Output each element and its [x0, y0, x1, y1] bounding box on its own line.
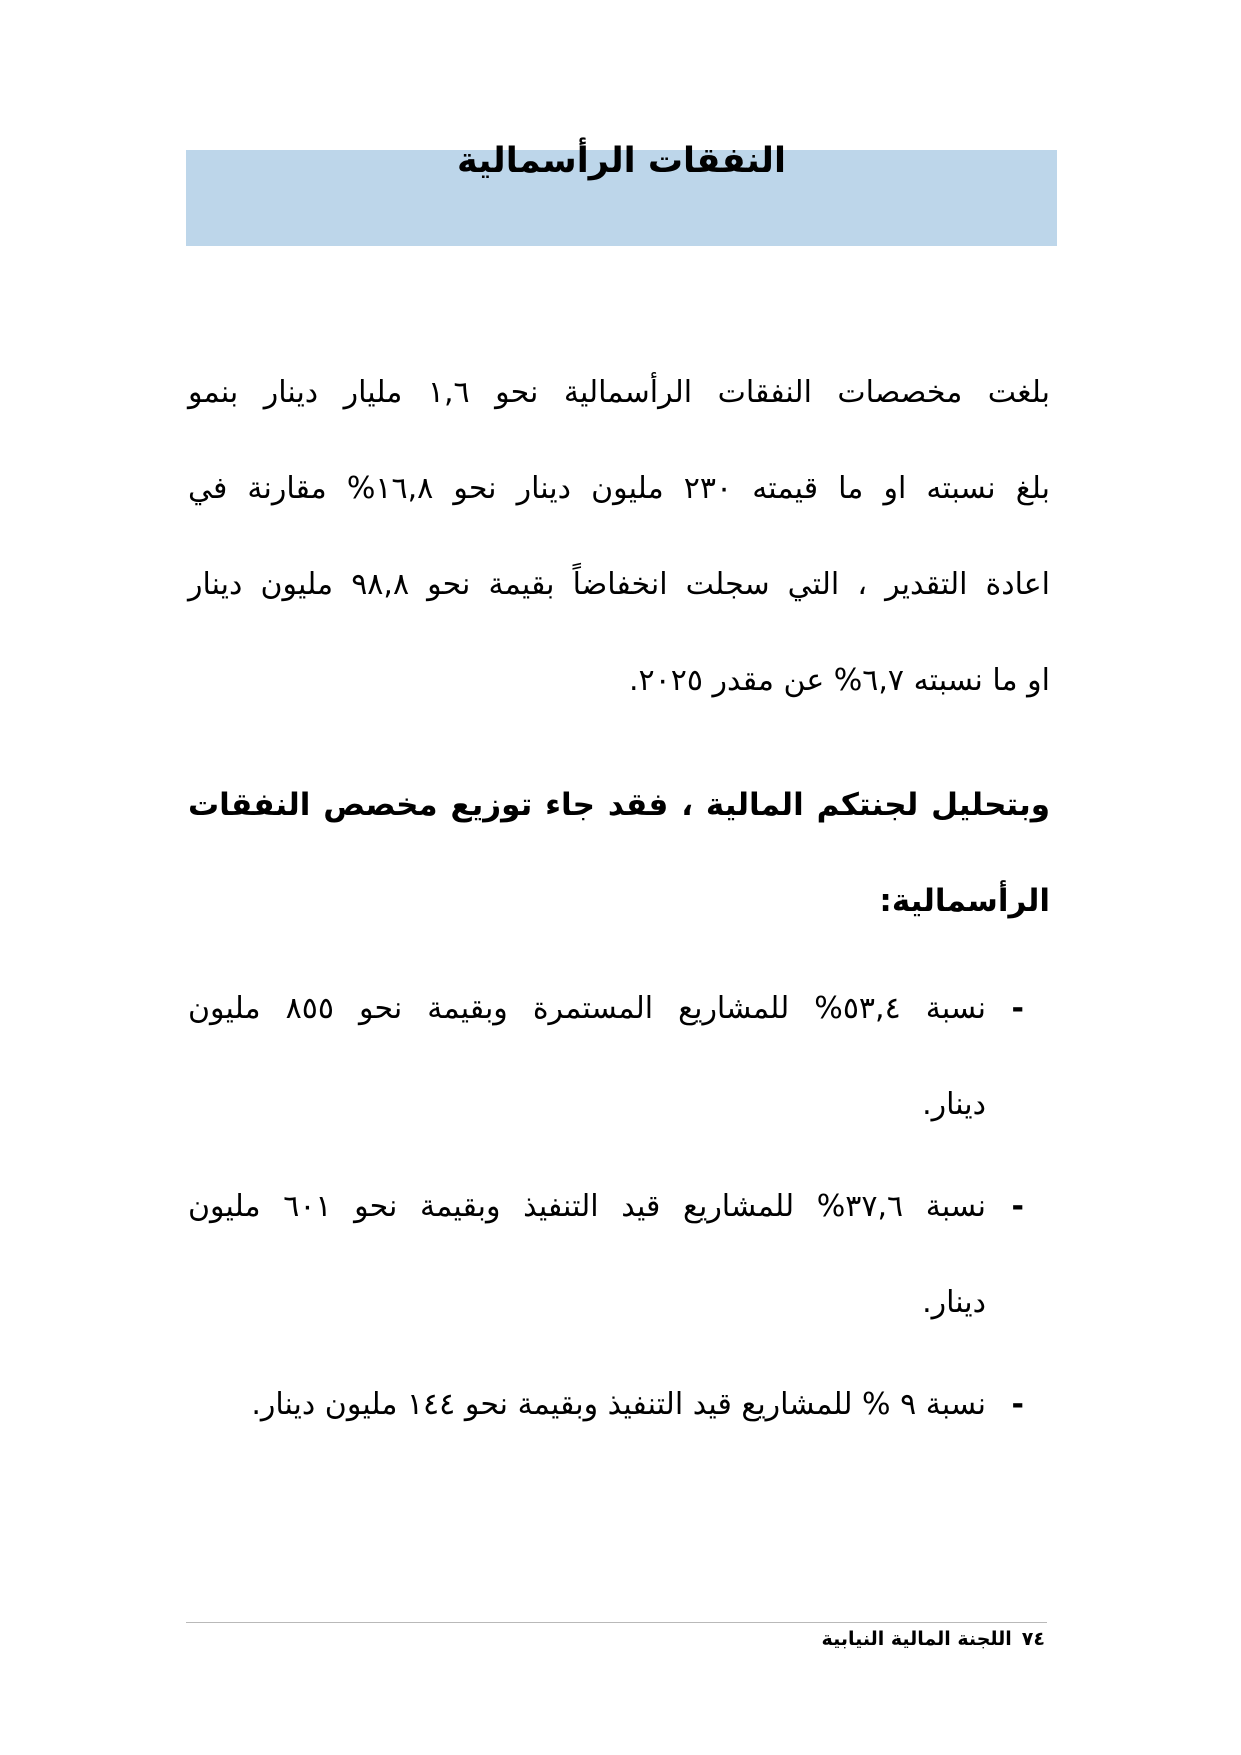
page-footer — [186, 1622, 1047, 1652]
document-body — [188, 345, 1050, 1453]
allocation-list — [188, 961, 1050, 1453]
analysis-paragraph — [188, 757, 1050, 949]
intro-paragraph — [188, 345, 1050, 729]
text-line: نسبة ٩ % للمشاريع قيد التنفيذ وبقيمة نحو ١٤٤ مليون دينار. — [251, 1387, 986, 1422]
page-number: ٧٤ — [1021, 1628, 1045, 1650]
text-line: بلغت مخصصات النفقات الرأسمالية نحو ١,٦ مليار دينار بنمو — [188, 375, 1050, 410]
list-item-new-projects — [188, 1357, 1050, 1453]
footer-text — [186, 1626, 1047, 1652]
text-line: نسبة ٣٧,٦% للمشاريع قيد التنفيذ وبقيمة نحو ٦٠١ مليون — [188, 1189, 986, 1224]
page-title: النفقات الرأسمالية — [457, 141, 786, 181]
text-line: او ما نسبته ٦,٧% عن مقدر ٢٠٢٥. — [628, 663, 1050, 698]
list-item-continuing-projects — [188, 961, 1050, 1153]
bullet-marker: - — [1011, 1189, 1024, 1224]
text-line: بلغ نسبته او ما قيمته ٢٣٠ مليون دينار نحو ١٦,٨% مقارنة في — [188, 471, 1050, 506]
text-line: دينار. — [922, 1087, 986, 1122]
committee-name: اللجنة المالية النيابية — [821, 1628, 1012, 1650]
list-item-projects-under-execution — [188, 1159, 1050, 1351]
text-line: الرأسمالية: — [879, 883, 1050, 919]
text-line: وبتحليل لجنتكم المالية ، فقد جاء توزيع مخصص النفقات — [188, 787, 1050, 823]
bullet-marker: - — [1011, 1387, 1024, 1422]
bullet-marker: - — [1011, 991, 1024, 1026]
text-line: دينار. — [922, 1285, 986, 1320]
text-line: نسبة ٥٣,٤% للمشاريع المستمرة وبقيمة نحو ٨٥٥ مليون — [188, 991, 986, 1026]
title-band — [186, 141, 1057, 246]
text-line: اعادة التقدير ، التي سجلت انخفاضاً بقيمة نحو ٩٨,٨ مليون دينار — [188, 567, 1051, 602]
